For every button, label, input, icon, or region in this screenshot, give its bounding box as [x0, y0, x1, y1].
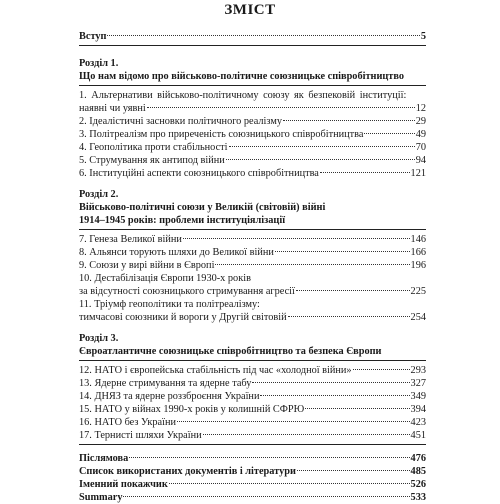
toc-entry-label: 14. ДНЯЗ та ядерне роззброєння України	[79, 391, 260, 402]
divider	[79, 229, 426, 230]
dot-leader	[215, 264, 409, 265]
toc-entry-afterword[interactable]	[79, 452, 426, 465]
dot-leader	[364, 133, 414, 134]
toc-entry-label: 9. Союзи у вирі війни в Європі	[79, 260, 215, 271]
toc-entry[interactable]	[79, 115, 426, 128]
toc-entry[interactable]	[79, 377, 426, 390]
toc-entry-label: 6. Інституційні аспекти союзницького співробітництва	[79, 168, 319, 179]
toc-entry-label: Список використаних документів і літератури	[79, 466, 296, 477]
toc-entry[interactable]	[79, 311, 426, 324]
toc-entry[interactable]	[79, 167, 426, 180]
toc-entry-label: 3. Політреалізм про приреченість союзницького співробітництва	[79, 129, 364, 140]
toc-entry[interactable]	[79, 102, 426, 115]
dot-leader	[226, 159, 415, 160]
dot-leader	[320, 172, 410, 173]
dot-leader	[177, 421, 410, 422]
toc-entry-bibliography[interactable]	[79, 465, 426, 478]
dot-leader	[183, 238, 410, 239]
toc-page-number: 476	[410, 453, 426, 464]
toc-entry-label: Іменний покажчик	[79, 479, 168, 490]
toc-entry-label: 4. Геополітика проти стабільності	[79, 142, 228, 153]
toc-entry[interactable]	[79, 429, 426, 442]
dot-leader	[283, 120, 415, 121]
toc-page-number: 94	[415, 155, 426, 166]
toc-page-number: 327	[410, 378, 426, 389]
toc-entry-label: 5. Струмування як антипод війни	[79, 155, 225, 166]
toc-entry[interactable]	[79, 233, 426, 246]
section-heading: Розділ 1.	[79, 58, 119, 69]
toc-entry-label: 12. НАТО і європейська стабільність під час «холодної війни»	[79, 365, 352, 376]
toc-page-number: 485	[410, 466, 426, 477]
dot-leader	[107, 35, 419, 36]
toc-entry-label: 15. НАТО у війнах 1990-х років у колишній СФРЮ	[79, 404, 305, 415]
toc-page-number: 533	[410, 492, 426, 503]
toc-entry-label: за відсутності союзницького стримування агресії	[79, 286, 295, 297]
toc-page-number: 451	[410, 430, 426, 441]
toc-entry[interactable]	[79, 390, 426, 403]
toc-page-number: 12	[415, 103, 426, 114]
toc-entry[interactable]	[79, 416, 426, 429]
toc-entry-line[interactable]: 11. Тріумф геополітики та політреалізму:	[79, 299, 260, 310]
toc-page-number: 254	[410, 312, 426, 323]
toc-entry[interactable]	[79, 259, 426, 272]
dot-leader	[229, 146, 415, 147]
section-heading: Розділ 3.	[79, 333, 119, 344]
toc-entry-label: 2. Ідеалістичні засновки політичного реалізму	[79, 116, 282, 127]
toc-page-number: 526	[410, 479, 426, 490]
toc-page-number: 49	[415, 129, 426, 140]
toc-entry-label: Summary	[79, 492, 123, 503]
toc-entry[interactable]	[79, 128, 426, 141]
dot-leader	[305, 408, 409, 409]
dot-leader	[353, 369, 410, 370]
dot-leader	[169, 483, 410, 484]
toc-page-number: 394	[410, 404, 426, 415]
toc-page-number: 5	[420, 31, 426, 42]
toc-entry-line[interactable]: 1. Альтернативи військово-політичному союзу як безпековій інституції:	[79, 90, 407, 101]
toc-page-number: 225	[410, 286, 426, 297]
toc-page-number: 196	[410, 260, 426, 271]
dot-leader	[297, 470, 410, 471]
toc-page-number: 166	[410, 247, 426, 258]
table-of-contents	[79, 30, 426, 504]
dot-leader	[288, 316, 410, 317]
toc-page-number: 121	[410, 168, 426, 179]
toc-entry-label: Вступ	[79, 31, 107, 42]
dot-leader	[260, 395, 409, 396]
toc-entry-label: 16. НАТО без України	[79, 417, 177, 428]
toc-entry-line[interactable]: 10. Дестабілізація Європи 1930-х років	[79, 273, 251, 284]
toc-entry[interactable]	[79, 246, 426, 259]
dot-leader	[129, 457, 409, 458]
toc-page-number: 29	[415, 116, 426, 127]
dot-leader	[252, 382, 409, 383]
toc-entry-label: наявні чи уявні	[79, 103, 146, 114]
toc-entry-label: 7. Генеза Великої війни	[79, 234, 182, 245]
toc-entry[interactable]	[79, 154, 426, 167]
toc-entry-summary[interactable]	[79, 491, 426, 504]
dot-leader	[147, 107, 415, 108]
toc-entry[interactable]	[79, 285, 426, 298]
divider	[79, 360, 426, 361]
page-title: ЗМІСТ	[224, 2, 276, 18]
toc-entry-intro[interactable]	[79, 30, 426, 43]
toc-entry-label: 8. Альянси торують шляхи до Великої війни	[79, 247, 274, 258]
divider	[79, 45, 426, 46]
toc-entry-label: тимчасові союзники й вороги у Другій світовій	[79, 312, 287, 323]
toc-page-number: 423	[410, 417, 426, 428]
toc-entry-label: 17. Тернисті шляхи України	[79, 430, 202, 441]
section-heading: Розділ 2.	[79, 189, 119, 200]
dot-leader	[123, 496, 409, 497]
toc-entry[interactable]	[79, 141, 426, 154]
divider	[79, 85, 426, 86]
toc-page-number: 146	[410, 234, 426, 245]
toc-page-number: 349	[410, 391, 426, 402]
divider	[79, 444, 426, 445]
toc-page-number: 70	[415, 142, 426, 153]
section-subtitle: Що нам відомо про військово-політичне союзницьке співробітництво	[79, 71, 404, 82]
section-subtitle: Євроатлантичне союзницьке співробітництво та безпека Європи	[79, 346, 382, 357]
section-subtitle-continued: 1914–1945 років: проблеми інституціялізації	[79, 215, 286, 226]
dot-leader	[296, 290, 410, 291]
section-subtitle: Військово-політичні союзи у Великій (світовій) війні	[79, 202, 326, 213]
toc-entry-label: Післямова	[79, 453, 129, 464]
toc-entry-label: 13. Ядерне стримування та ядерне табу	[79, 378, 252, 389]
toc-page-number: 293	[410, 365, 426, 376]
dot-leader	[203, 434, 410, 435]
toc-entry-name-index[interactable]	[79, 478, 426, 491]
dot-leader	[275, 251, 410, 252]
toc-entry[interactable]	[79, 364, 426, 377]
toc-entry[interactable]	[79, 403, 426, 416]
